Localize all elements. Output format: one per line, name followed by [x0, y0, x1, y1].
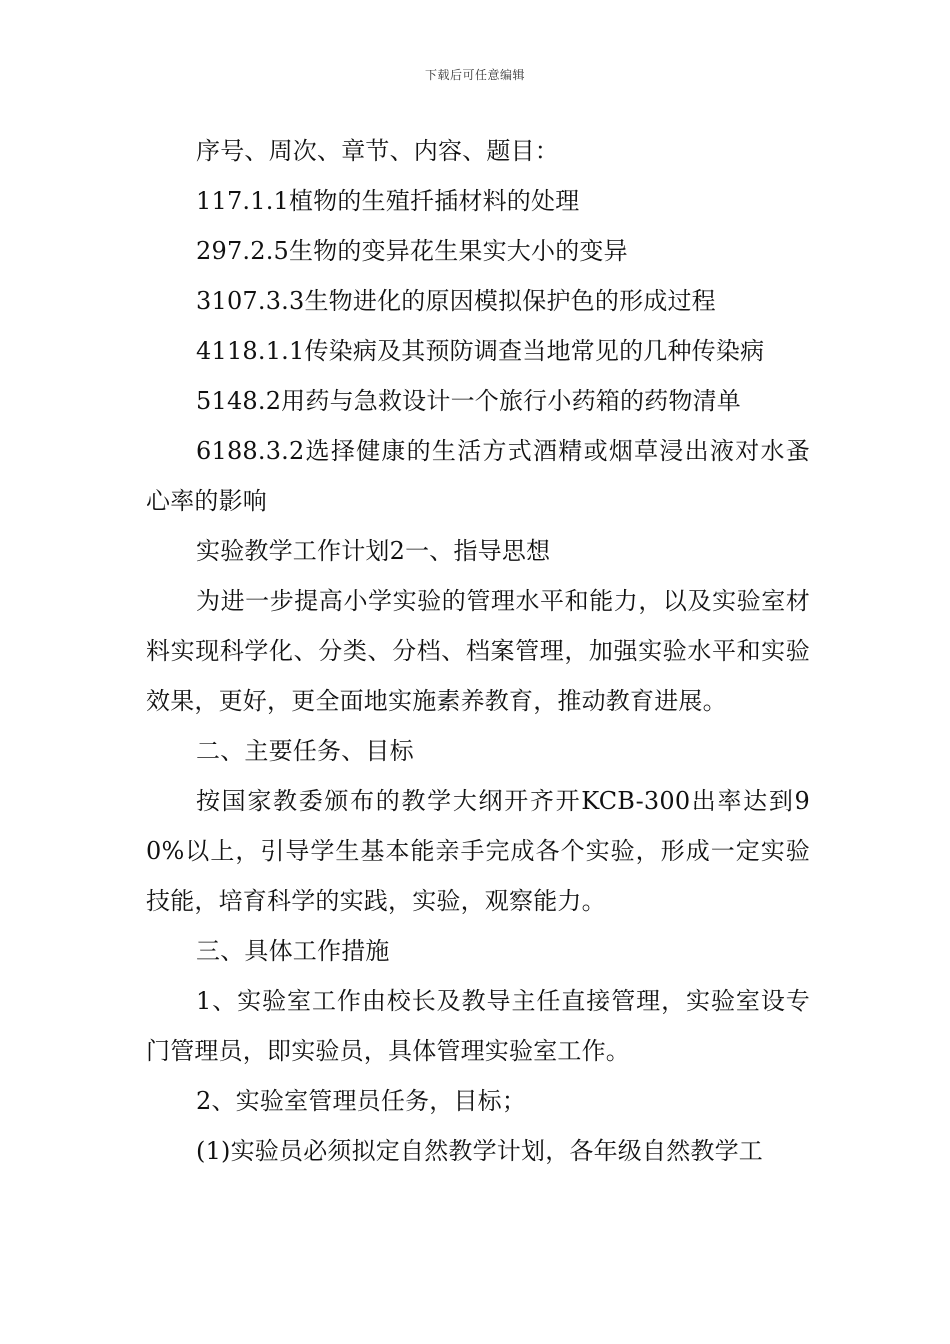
section-heading-tasks: 二、主要任务、目标: [196, 737, 414, 765]
paragraph-1: 序号、周次、章节、内容、题目：: [196, 137, 559, 165]
section-heading-guiding-idea: 实验教学工作计划2一、指导思想: [196, 537, 551, 565]
paragraph-6: 5148.2用药与急救设计一个旅行小药箱的药物清单: [196, 387, 741, 415]
paragraph-measure-2: 2、实验室管理员任务，目标；: [196, 1087, 527, 1115]
paragraph-tasks: 按国家教委颁布的教学大纲开齐开KCB-300出率达到90%以上，引导学生基本能亲手完成各个实验，形成一定实验技能，培育科学的实践，实验，观察能力。: [146, 787, 810, 915]
paragraph-3: 297.2.5生物的变异花生果实大小的变异: [196, 237, 628, 265]
section-heading-measures: 三、具体工作措施: [196, 937, 390, 965]
document-body: [146, 126, 810, 1176]
paragraph-5: 4118.1.1传染病及其预防调查当地常见的几种传染病: [196, 337, 765, 365]
paragraph-guiding-idea: 为进一步提高小学实验的管理水平和能力，以及实验室材料实现科学化、分类、分档、档案管理，加强实验水平和实验效果，更好，更全面地实施素养教育，推动教育进展。: [146, 587, 810, 715]
paragraph-2: 117.1.1植物的生殖扦插材料的处理: [196, 187, 580, 215]
paragraph-measure-1: 1、实验室工作由校长及教导主任直接管理，实验室设专门管理员，即实验员，具体管理实验室工作。: [146, 987, 810, 1065]
paragraph-4: 3107.3.3生物进化的原因模拟保护色的形成过程: [196, 287, 716, 315]
page-header: 下载后可任意编辑: [424, 68, 525, 82]
paragraph-7: 6188.3.2选择健康的生活方式酒精或烟草浸出液对水蚤心率的影响: [146, 437, 810, 515]
paragraph-measure-2-1: (1)实验员必须拟定自然教学计划，各年级自然教学工: [196, 1137, 763, 1165]
